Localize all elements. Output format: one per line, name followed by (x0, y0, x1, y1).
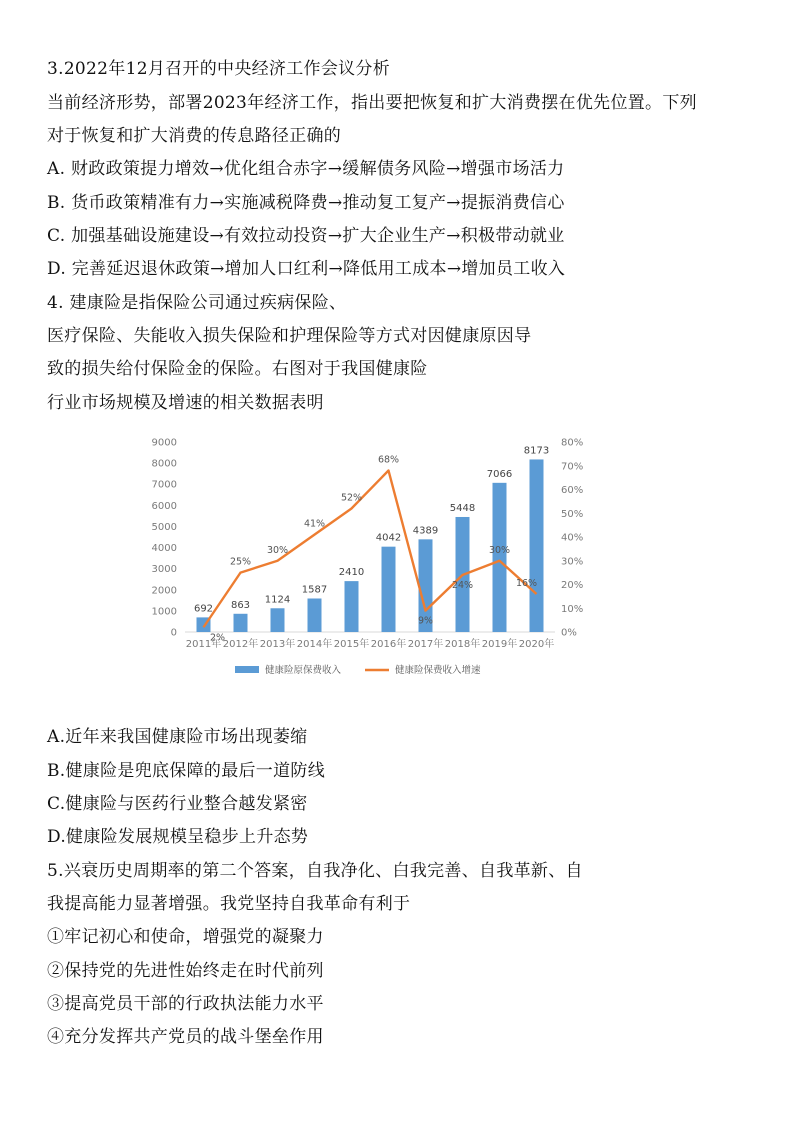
y-right-tick-label: 50% (561, 508, 584, 520)
growth-rate-label: 25% (229, 556, 252, 568)
growth-rate-label: 30% (488, 544, 511, 556)
bar-2013年 (271, 608, 285, 632)
growth-rate-label: 16% (515, 578, 538, 589)
bar-value-label: 7066 (486, 468, 513, 480)
q3-stem-line2: 当前经济形势，部署2023年经济工作，指出要把恢复和扩大消费摆在优先位置。下列 (47, 93, 697, 113)
x-tick-label: 2020年 (518, 639, 555, 650)
y-right-tick-label: 20% (561, 580, 584, 591)
q5-item-2: ②保持党的先进性始终走在时代前列 (47, 961, 324, 981)
growth-rate-label: 24% (451, 580, 474, 591)
y-left-tick-label: 6000 (151, 500, 177, 512)
y-right-tick-label: 10% (561, 603, 584, 615)
x-tick-label: 2012年 (222, 639, 259, 650)
bar-2015年 (345, 581, 359, 632)
growth-rate-label: 9% (417, 615, 434, 627)
y-right-tick-label: 0% (561, 627, 577, 639)
q5-stem-line2: 我提高能力显著增强。我党坚持自我革命有利于 (47, 894, 411, 914)
bar-value-label: 692 (193, 603, 214, 615)
y-right-tick-label: 40% (561, 532, 584, 544)
q4-option-c: C.健康险与医药行业整合越发紧密 (47, 794, 308, 814)
y-left-tick-label: 3000 (151, 564, 177, 576)
bar-2019年 (493, 483, 507, 632)
legend-line-label: 健康险保费收入增速 (395, 665, 481, 676)
q4-stem-line4: 行业市场规模及增速的相关数据表明 (47, 393, 324, 413)
q4-stem-line1: 4. 建康险是指保险公司通过疾病保险、 (47, 293, 347, 313)
q4-option-b: B.健康险是兜底保障的最后一道防线 (47, 761, 325, 781)
bar-2020年 (530, 459, 544, 632)
y-right-tick-label: 80% (561, 437, 584, 449)
x-tick-label: 2018年 (444, 639, 481, 650)
y-left-tick-label: 9000 (151, 437, 177, 449)
health-insurance-chart (140, 428, 600, 690)
bar-2012年 (234, 614, 248, 632)
q5-item-3: ③提高党员干部的行政执法能力水平 (47, 994, 324, 1014)
y-right-tick-label: 70% (561, 461, 584, 473)
legend-bar-label: 健康险原保费收入 (265, 665, 342, 676)
y-left-tick-label: 1000 (151, 606, 177, 618)
chart-canvas (140, 428, 600, 690)
q3-stem-line3: 对于恢复和扩大消费的传息路径正确的 (47, 126, 342, 146)
growth-rate-label: 68% (377, 454, 400, 466)
bar-value-label: 4389 (412, 525, 439, 537)
chart-svg (140, 428, 600, 690)
q3-option-a: A. 财政政策提力增效→优化组合赤字→缓解债务风险→增强市场活力 (47, 159, 565, 179)
q4-stem-line2: 医疗保险、失能收入损失保险和护理保险等方式对因健康原因导 (47, 326, 532, 346)
bar-value-label: 1587 (301, 584, 328, 596)
y-right-tick-label: 60% (561, 485, 584, 496)
q4-option-d: D.健康险发展规模呈稳步上升态势 (47, 827, 309, 847)
bar-value-label: 1124 (264, 594, 291, 606)
growth-rate-label: 41% (303, 518, 326, 530)
x-tick-label: 2013年 (259, 639, 296, 650)
growth-rate-label: 52% (340, 492, 363, 504)
y-left-tick-label: 0 (170, 627, 177, 639)
x-tick-label: 2011年 (185, 639, 222, 650)
growth-rate-line (204, 468, 537, 628)
y-left-tick-label: 5000 (151, 521, 177, 533)
q5-stem-line1: 5.兴衰历史周期率的第二个答案，自我净化、白我完善、自我革新、自 (47, 861, 583, 881)
q5-item-4: ④充分发挥共产党员的战斗堡垒作用 (47, 1027, 324, 1047)
bar-2016年 (382, 547, 396, 632)
q3-option-c: C. 加强基础设施建设→有效拉动投资→扩大企业生产→积极带动就业 (47, 226, 565, 246)
x-tick-label: 2015年 (333, 639, 370, 650)
q4-stem-line3: 致的损失给付保险金的保险。右图对于我国健康险 (47, 359, 428, 379)
bar-value-label: 4042 (375, 532, 402, 544)
bar-value-label: 2410 (338, 567, 365, 579)
bar-value-label: 863 (230, 599, 251, 611)
x-tick-label: 2014年 (296, 639, 333, 650)
q4-option-a: A.近年来我国健康险市场出现萎缩 (47, 727, 308, 747)
y-left-tick-label: 7000 (151, 479, 177, 491)
bar-value-label: 8173 (523, 445, 550, 457)
y-left-tick-label: 2000 (151, 585, 177, 597)
q3-option-d: D. 完善延迟退休政策→增加人口红利→降低用工成本→增加员工收入 (47, 259, 566, 279)
y-right-tick-label: 30% (561, 556, 584, 568)
growth-rate-label: 2% (209, 632, 226, 644)
y-left-tick-label: 4000 (151, 543, 177, 555)
q5-item-1: ①牢记初心和使命，增强党的凝聚力 (47, 927, 324, 947)
legend-bar-swatch (235, 666, 259, 673)
q3-option-b: B. 货币政策精准有力→实施减税降费→推动复工复产→提振消费信心 (47, 193, 565, 213)
bar-value-label: 5448 (449, 502, 476, 514)
bar-2014年 (308, 598, 322, 632)
x-tick-label: 2017年 (407, 639, 444, 650)
x-tick-label: 2016年 (370, 639, 407, 650)
growth-rate-label: 30% (266, 544, 289, 556)
x-tick-label: 2019年 (481, 639, 518, 650)
y-left-tick-label: 8000 (151, 458, 177, 470)
q3-stem-line1: 3.2022年12月召开的中央经济工作会议分析 (47, 59, 391, 79)
